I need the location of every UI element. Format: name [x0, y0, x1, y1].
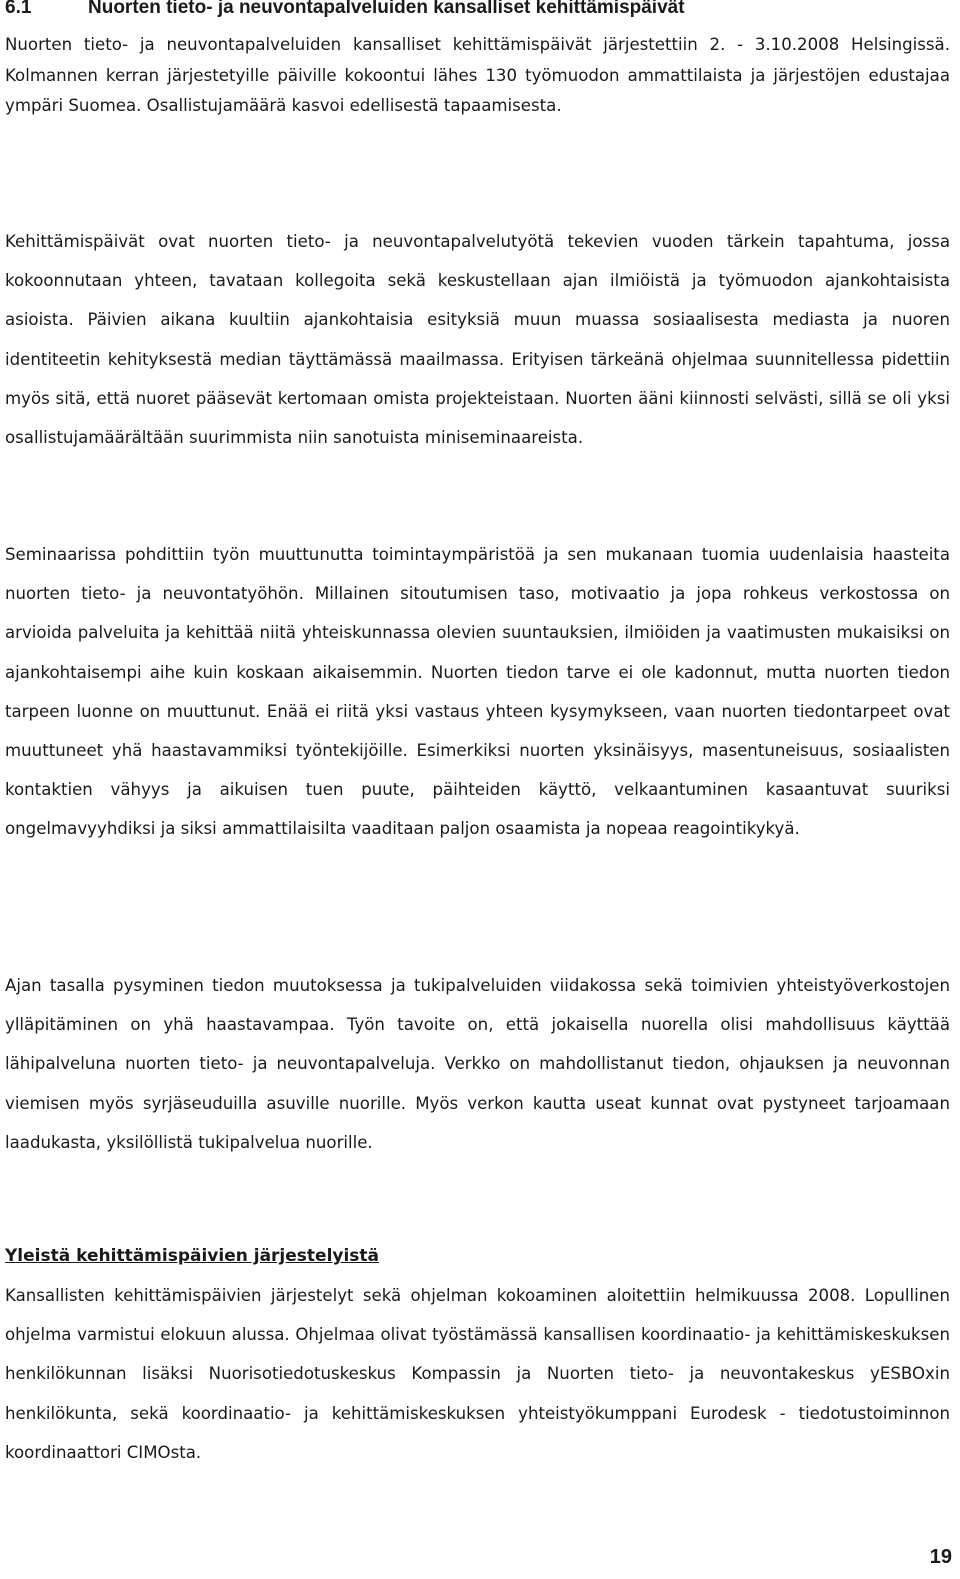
subsection-heading: Yleistä kehittämispäivien järjestelyistä [5, 1246, 380, 1266]
paragraph-development-days: Kehittämispäivät ovat nuorten tieto- ja neuvontapalvelutyötä tekevien vuoden tärkein tapahtuma, jossa kokoonnutaan yhteen, tavataan kollegoita sekä keskustellaan ajan ilmiöistä ja työmuodon ajankohtaisista asioista. Päivien aikana kuultiin ajankohtaisia esityksiä muun muassa sosiaalisesta mediasta ja nuoren identiteetin kehityksestä median täyttämässä maailmassa. Erityisen tärkeänä ohjelmaa suunnitellessa pidettiin myös sitä, että nuoret pääsevät kertomaan omista projekteistaan. Nuorten ääni kiinnosti selvästi, sillä se oli yksi osallistujamäärältään suurimmista niin sanotuista miniseminaareista. [5, 232, 950, 448]
paragraph-seminar: Seminaarissa pohdittiin työn muuttunutta toimintaympäristöä ja sen mukanaan tuomia uudenlaisia haasteita nuorten tieto- ja neuvontatyöhön. Millainen sitoutumisen taso, motivaatio ja jopa rohkeus verkostossa on arvioida palveluita ja kehittää niitä yhteiskunnassa olevien suuntauksien, ilmiöiden ja vaatimusten mukaisiksi on ajankohtaisempi aihe kuin koskaan aikaisemmin. Nuorten tiedon tarve ei ole kadonnut, mutta nuorten tiedon tarpeen luonne on muuttunut. Enää ei riitä yksi vastaus yhteen kysymykseen, vaan nuorten tiedontarpeet ovat muuttuneet yhä haastavammiksi työntekijöille. Esimerkiksi nuorten yksinäisyys, masentuneisuus, sosiaalisten kontaktien vähyys ja aikuisen tuen puute, päihteiden käyttö, velkaantuminen kasaantuvat suuriksi ongelmavyyhdiksi ja siksi ammattilaisilta vaaditaan paljon osaamista ja nopeaa reagointikykyä. [5, 545, 950, 839]
section-number: 6.1 [5, 0, 32, 18]
section-heading [5, 0, 950, 20]
page-number: 19 [929, 1546, 952, 1568]
section-title: Nuorten tieto- ja neuvontapalveluiden kansalliset kehittämispäivät [88, 0, 685, 18]
paragraph-keeping-up: Ajan tasalla pysyminen tiedon muutoksessa ja tukipalveluiden viidakossa sekä toimivien yhteistyöverkostojen ylläpitäminen on yhä haastavampaa. Työn tavoite on, että jokaisella nuorella olisi mahdollisuus käyttää lähipalveluna nuorten tieto- ja neuvontapalveluja. Verkko on mahdollistanut tiedon, ohjauksen ja neuvonnan viemisen myös syrjäseuduilla asuville nuorille. Myös verkon kautta useat kunnat ovat pystyneet tarjoamaan laadukasta, yksilöllistä tukipalvelua nuorille. [5, 976, 950, 1152]
paragraph-arrangements: Kansallisten kehittämispäivien järjestelyt sekä ohjelman kokoaminen aloitettiin helmikuussa 2008. Lopullinen ohjelma varmistui elokuun alussa. Ohjelmaa olivat työstämässä kansallisen koordinaatio- ja kehittämiskeskuksen henkilökunnan lisäksi Nuorisotiedotuskeskus Kompassin ja Nuorten tieto- ja neuvontakeskus yESBOxin henkilökunta, sekä koordinaatio- ja kehittämiskeskuksen yhteistyökumppani Eurodesk - tiedotustoiminnon koordinaattori CIMOsta. [5, 1286, 950, 1462]
intro-paragraph: Nuorten tieto- ja neuvontapalveluiden kansalliset kehittämispäivät järjestettiin 2. - 3.10.2008 Helsingissä. Kolmannen kerran järjestetyille päiville kokoontui lähes 130 työmuodon ammattilaista ja järjestöjen edustajaa ympäri Suomea. Osallistujamäärä kasvoi edellisestä tapaamisesta. [5, 35, 950, 115]
